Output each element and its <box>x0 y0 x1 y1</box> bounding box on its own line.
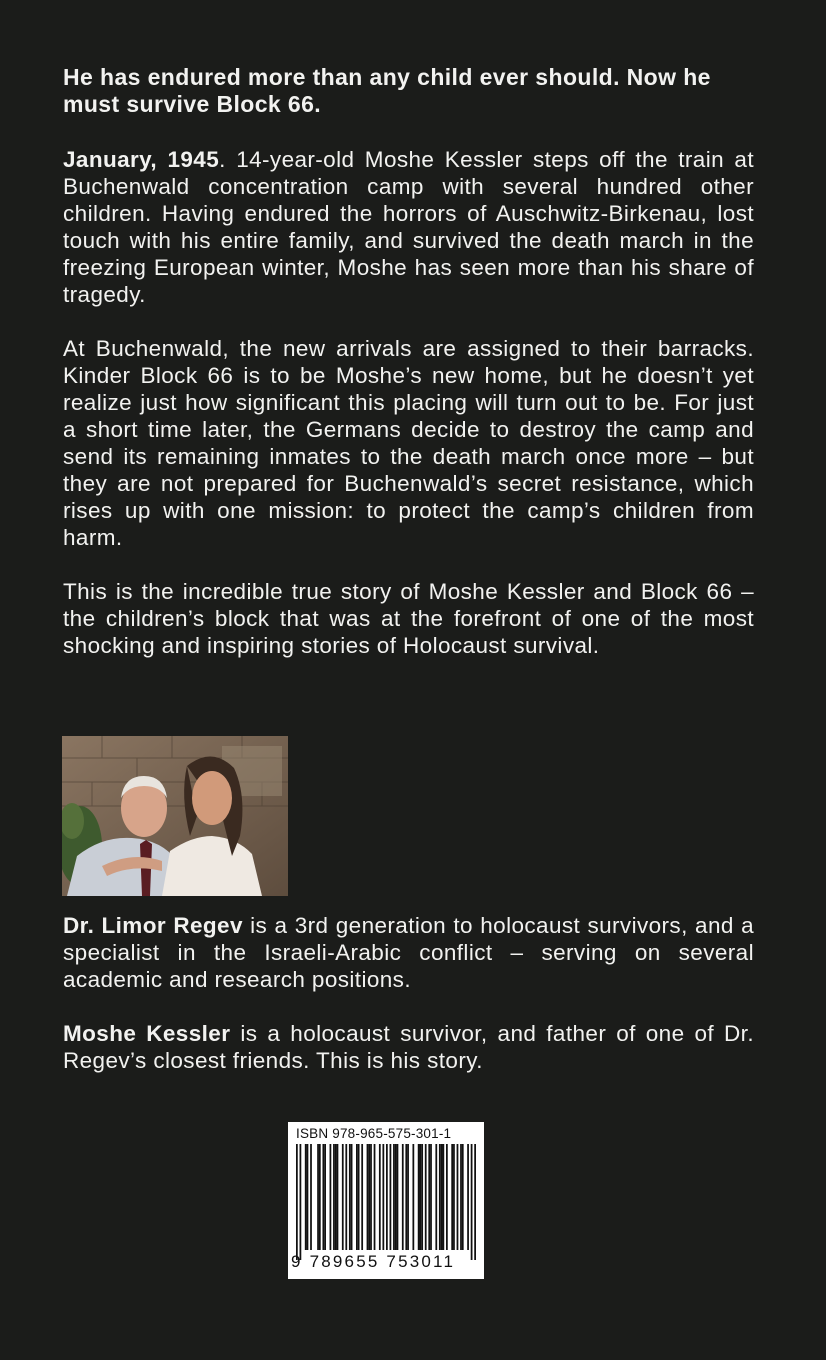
barcode-bar <box>310 1144 312 1250</box>
synopsis-paragraph-1-text: . 14-year-old Moshe Kessler steps off the train at Buchenwald concentration camp with several hundred other children. Having endured the horrors of Auschwitz-Birkenau, lost touch with his entire family, and survived the death march in the freezing European winter, Moshe has seen more than his share of tragedy. <box>63 147 754 307</box>
barcode-bar <box>435 1144 437 1250</box>
barcode-bar <box>368 1144 370 1250</box>
barcode-bar <box>349 1144 351 1250</box>
barcode-bar <box>474 1144 476 1260</box>
barcode-bars <box>296 1144 476 1260</box>
barcode-bar <box>335 1144 337 1250</box>
barcode-bar <box>457 1144 459 1250</box>
barcode-bar <box>425 1144 427 1250</box>
barcode-bar <box>405 1144 407 1250</box>
barcode-bar <box>442 1144 444 1250</box>
subject-bio <box>63 1020 754 1074</box>
author-bio-text: is a 3rd generation to holocaust survivors, and a specialist in the Israeli-Arabic conflict – serving on several academic and research positions. <box>63 913 754 992</box>
barcode-bar <box>441 1144 443 1250</box>
barcode-bar <box>393 1144 395 1250</box>
isbn-barcode <box>288 1122 484 1279</box>
barcode-bar <box>412 1144 414 1250</box>
barcode-bar <box>421 1144 423 1250</box>
barcode-bar <box>370 1144 372 1250</box>
barcode-bar <box>402 1144 404 1250</box>
date-lead: January, 1945 <box>63 147 220 172</box>
back-cover-text <box>63 64 754 686</box>
author-name: Dr. Limor Regev <box>63 913 243 938</box>
barcode-bar <box>453 1144 455 1250</box>
barcode-bar <box>471 1144 473 1260</box>
barcode-bar <box>300 1144 302 1260</box>
barcode-bar <box>307 1144 309 1250</box>
barcode-bar <box>462 1144 464 1250</box>
barcode-bar <box>317 1144 319 1250</box>
barcode-bar <box>397 1144 399 1250</box>
barcode-bar <box>345 1144 347 1250</box>
barcode-bar <box>337 1144 339 1250</box>
barcode-bar <box>367 1144 369 1250</box>
ean-digits: 9 789655 753011 <box>291 1252 456 1271</box>
barcode-bar <box>342 1144 344 1250</box>
subject-name: Moshe Kessler <box>63 1021 231 1046</box>
barcode-bar <box>333 1144 335 1250</box>
barcode-bar <box>319 1144 321 1250</box>
author-photo <box>62 736 288 896</box>
barcode-bar <box>439 1144 441 1250</box>
barcode-bar <box>374 1144 376 1250</box>
barcode-bar <box>420 1144 422 1250</box>
barcode-bar <box>382 1144 384 1250</box>
barcode-bar <box>322 1144 324 1250</box>
barcode-bar <box>296 1144 298 1260</box>
tagline: He has endured more than any child ever should. Now he must survive Block 66. <box>63 64 711 117</box>
barcode-bar <box>395 1144 397 1250</box>
barcode-bar <box>418 1144 420 1250</box>
barcode-bar <box>390 1144 392 1250</box>
barcode-bar <box>330 1144 332 1250</box>
barcode-bar <box>361 1144 363 1250</box>
subject-bio-text: is a holocaust survivor, and father of one of Dr. Regev’s closest friends. This is his story. <box>63 1021 754 1073</box>
barcode-bar <box>430 1144 432 1250</box>
barcode-bar <box>407 1144 409 1250</box>
synopsis-paragraph-1 <box>63 146 754 308</box>
barcode-bar <box>358 1144 360 1250</box>
synopsis-paragraph-3: This is the incredible true story of Moshe Kessler and Block 66 – the children’s block that was at the forefront of one of the most shocking and inspiring stories of Holocaust survival. <box>63 579 754 658</box>
barcode-bar <box>451 1144 453 1250</box>
author-bio <box>63 912 754 993</box>
isbn-label: ISBN 978-965-575-301-1 <box>296 1126 452 1141</box>
barcode-bar <box>386 1144 388 1250</box>
barcode-bar <box>428 1144 430 1250</box>
barcode-bar <box>351 1144 353 1250</box>
barcode-bar <box>356 1144 358 1250</box>
barcode-bar <box>379 1144 381 1250</box>
barcode-bar <box>305 1144 307 1250</box>
barcode-bar <box>467 1144 469 1250</box>
synopsis-paragraph-2: At Buchenwald, the new arrivals are assigned to their barracks. Kinder Block 66 is to be Moshe’s new home, but he doesn’t yet realize just how significant this placing will turn out to be. For just a short time later, the Germans decide to destroy the camp and send its remaining inmates to the death march once more – but they are not prepared for Buchenwald’s secret resistance, which rises up with one mission: to protect the camp’s children from harm. <box>63 336 754 550</box>
barcode-bar <box>460 1144 462 1250</box>
barcode-bar <box>324 1144 326 1250</box>
barcode-bar <box>446 1144 448 1250</box>
